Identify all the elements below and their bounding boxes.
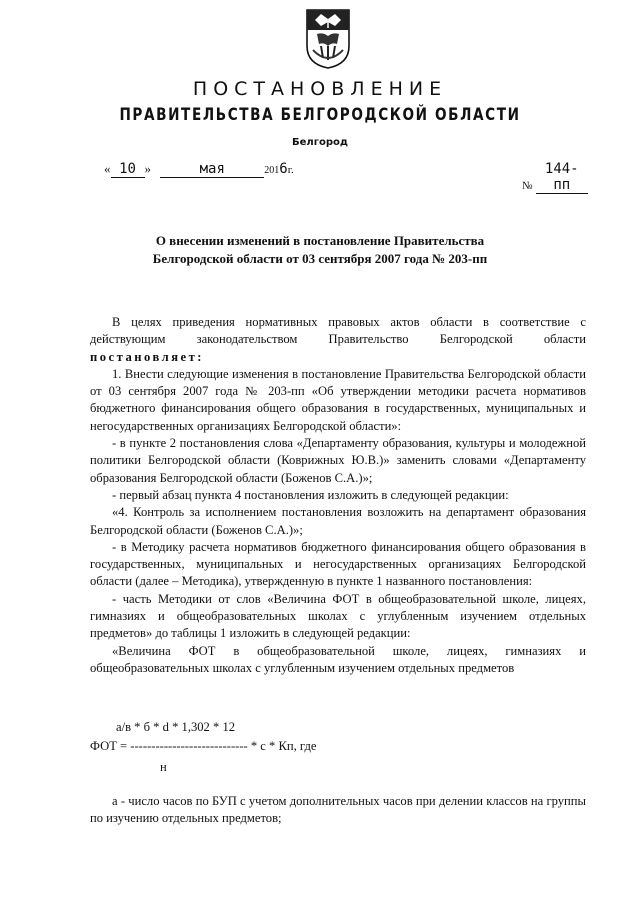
document-number-field: [522, 161, 588, 193]
paragraph-5: - в Методику расчета нормативов бюджетного финансирования общего образования в государственных, муниципальных и негосударственных организациях Белгородской области (далее – Методика), утвержденную в пункте 1 названного постановления:: [90, 539, 586, 589]
paragraph-preamble: [90, 314, 586, 366]
definition-a: а - число часов по БУП с учетом дополнительных часов при делении классов на группы по изучению отдельных предметов;: [90, 794, 586, 826]
date-year-suffix: г.: [287, 164, 294, 176]
paragraph-1: 1. Внести следующие изменения в постановление Правительства Белгородской области от 03 сентября 2007 года № 203-пп «Об утверждении методики расчета нормативов бюджетного финансирования общего образования в государственных, муниципальных и негосударственных организациях Белгородской области»:: [90, 366, 586, 433]
variable-definitions: [90, 793, 586, 828]
document-body: [90, 314, 586, 677]
title-line-1: О внесении изменений в постановление Правительства: [155, 233, 485, 248]
formula-main-line: ФОТ = ---------------------------- * с * Кп, где: [90, 739, 317, 753]
paragraph-4: «4. Контроль за исполнением постановления возложить на департамент образования Белгородской области (Боженов С.А.)»;: [90, 505, 586, 537]
title-line-2: Белгородской области от 03 сентября 2007 года № 203-пп: [152, 251, 488, 266]
formula-denominator: н: [160, 760, 167, 774]
authority-heading: ПРАВИТЕЛЬСТВА БЕЛГОРОДСКОЙ ОБЛАСТИ: [119, 105, 521, 125]
preamble-text: В целях приведения нормативных правовых актов области в соответствие с действующим законодательством Правительство Белгородской области: [90, 315, 586, 347]
date-year-prefix: 201: [264, 165, 280, 176]
number-label: №: [522, 180, 533, 192]
formula-numerator: а/в * б * d * 1,302 * 12: [116, 720, 236, 734]
date-field: [104, 161, 294, 179]
date-day: 10: [111, 161, 145, 178]
coat-of-arms-emblem: [305, 6, 351, 70]
resolves-word: постановляет:: [90, 349, 205, 364]
paragraph-6: - часть Методики от слов «Величина ФОТ в общеобразовательной школе, лицеях, гимназиях и общеобразовательных школах с углубленным изучением отдельных предметов» до таблицы 1 изложить в следующей редакции:: [90, 591, 586, 641]
document-type-heading: ПОСТАНОВЛЕНИЕ: [192, 78, 448, 100]
paragraph-3: - первый абзац пункта 4 постановления изложить в следующей редакции:: [112, 487, 509, 502]
document-number: 144-пп: [536, 161, 588, 194]
document-title: [0, 232, 640, 268]
date-year-digit: 6: [279, 161, 288, 177]
paragraph-2: - в пункте 2 постановления слова «Департаменту образования, культуры и молодежной политики Белгородской области (Коврижных Ю.В.)» заменить словами «Департаменту образования Белгородской области (Боженов С.А.)»;: [90, 436, 586, 485]
city-label: Белгород: [292, 137, 348, 148]
paragraph-7: «Величина ФОТ в общеобразовательной школе, лицеях, гимназиях и общеобразовательных школах с углубленным изучением отдельных предметов: [90, 643, 586, 675]
date-close-quote: »: [144, 161, 151, 176]
date-open-quote: «: [104, 161, 111, 176]
date-month: мая: [160, 161, 264, 178]
